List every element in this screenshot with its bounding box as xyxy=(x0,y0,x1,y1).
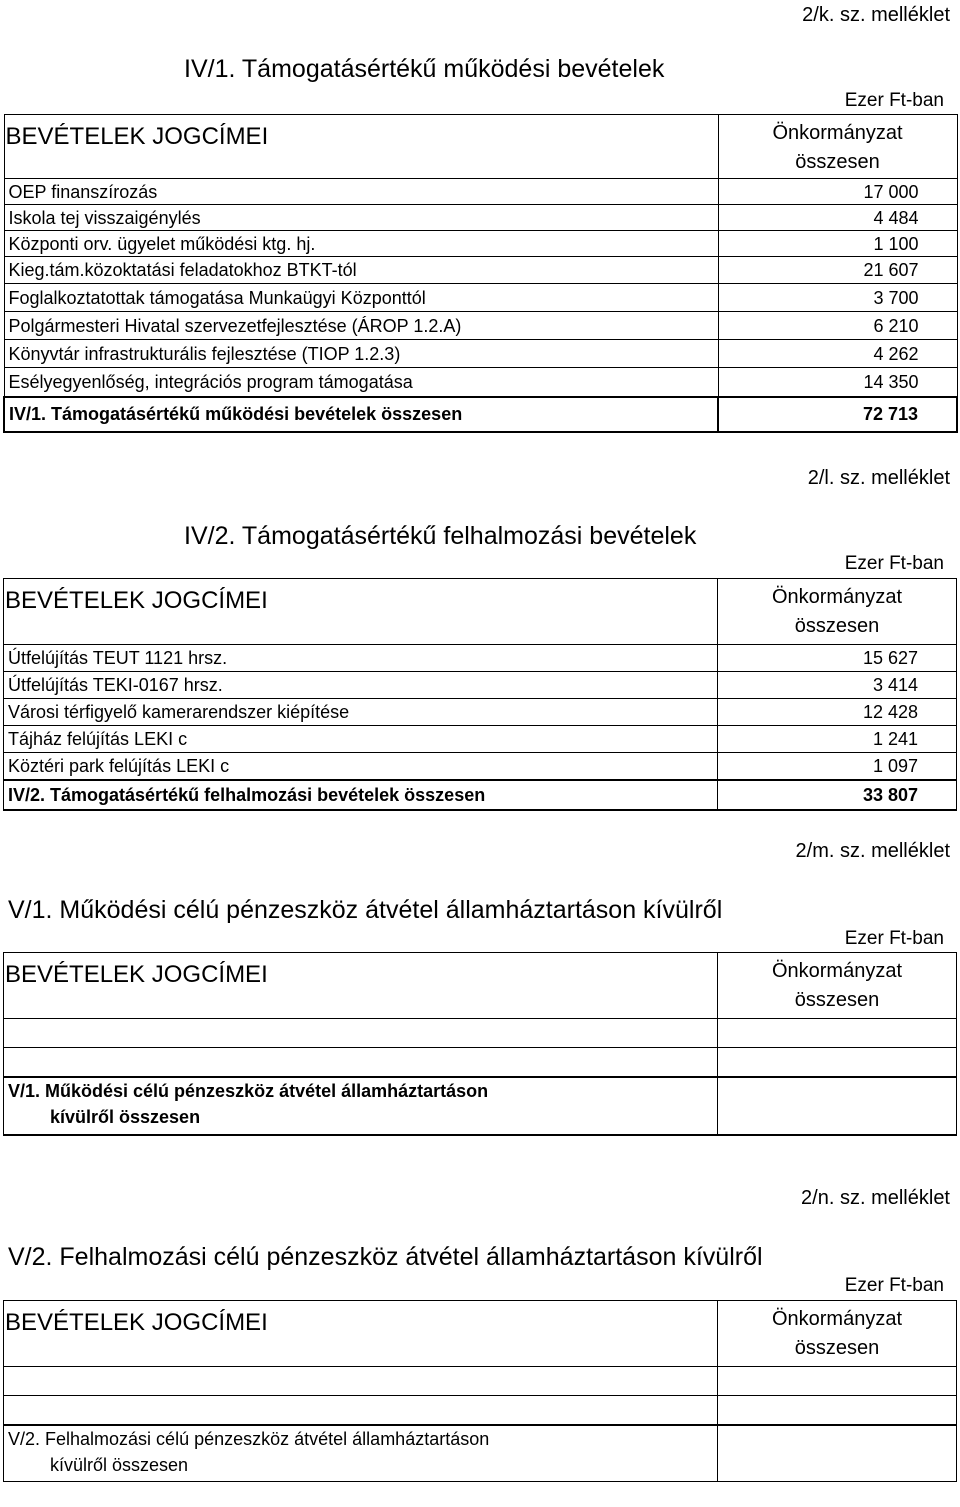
row-value xyxy=(718,1019,957,1048)
total-value xyxy=(718,1425,957,1481)
table-row xyxy=(4,231,957,257)
revenue-table xyxy=(3,578,957,811)
row-value: 3 414 xyxy=(718,672,957,699)
total-label: IV/2. Támogatásértékű felhalmozási bevételek összesen xyxy=(4,780,718,810)
unit-label: Ezer Ft-ban xyxy=(844,1275,944,1296)
annex-label: 2/k. sz. melléklet xyxy=(802,4,950,26)
total-value: 33 807 xyxy=(718,780,957,810)
table-row xyxy=(4,312,957,340)
total-value xyxy=(718,1077,957,1135)
col-header-amount: Önkormányzat összesen xyxy=(718,115,957,179)
total-label: IV/1. Támogatásértékű működési bevételek összesen xyxy=(4,397,718,432)
revenue-table xyxy=(3,952,957,1136)
table-row xyxy=(4,1367,957,1396)
row-label: Központi orv. ügyelet működési ktg. hj. xyxy=(4,231,718,257)
total-row xyxy=(4,1077,957,1135)
table-row xyxy=(4,726,957,753)
table-header-row xyxy=(4,115,957,179)
row-value xyxy=(718,1396,957,1426)
annex-label: 2/n. sz. melléklet xyxy=(801,1187,950,1209)
row-value: 21 607 xyxy=(718,257,957,284)
table-row xyxy=(4,284,957,312)
table-row xyxy=(4,179,957,205)
total-label: V/1. Működési célú pénzeszköz átvétel államháztartáson kívülről összesen xyxy=(4,1077,718,1135)
col-header-amount: Önkormányzat összesen xyxy=(718,579,957,645)
row-label: Könyvtár infrastrukturális fejlesztése (TIOP 1.2.3) xyxy=(4,340,718,368)
row-label xyxy=(4,1396,718,1426)
section-title: IV/2. Támogatásértékű felhalmozási bevételek xyxy=(184,522,697,550)
table-row xyxy=(4,645,957,672)
total-row xyxy=(4,780,957,810)
row-value: 15 627 xyxy=(718,645,957,672)
table-row xyxy=(4,672,957,699)
revenue-table xyxy=(3,1300,957,1482)
row-value: 1 241 xyxy=(718,726,957,753)
row-label: Köztéri park felújítás LEKI c xyxy=(4,753,718,780)
col-header-titles: BEVÉTELEK JOGCÍMEI xyxy=(4,579,718,645)
unit-label: Ezer Ft-ban xyxy=(844,553,944,574)
row-label: OEP finanszírozás xyxy=(4,179,718,205)
section-title: IV/1. Támogatásértékű működési bevételek xyxy=(184,55,665,83)
row-value: 14 350 xyxy=(718,368,957,397)
total-row xyxy=(4,397,957,432)
row-label: Tájház felújítás LEKI c xyxy=(4,726,718,753)
table-row xyxy=(4,1048,957,1078)
row-value xyxy=(718,1048,957,1078)
row-value: 4 484 xyxy=(718,205,957,231)
row-value: 3 700 xyxy=(718,284,957,312)
col-header-titles: BEVÉTELEK JOGCÍMEI xyxy=(4,1301,718,1367)
col-header-titles: BEVÉTELEK JOGCÍMEI xyxy=(4,115,718,179)
total-row xyxy=(4,1425,957,1481)
unit-label: Ezer Ft-ban xyxy=(844,928,944,949)
col-header-titles: BEVÉTELEK JOGCÍMEI xyxy=(4,953,718,1019)
row-label: Kieg.tám.közoktatási feladatokhoz BTKT-tól xyxy=(4,257,718,284)
table-row xyxy=(4,753,957,780)
row-value: 1 097 xyxy=(718,753,957,780)
section-title: V/1. Működési célú pénzeszköz átvétel államháztartáson kívülről xyxy=(8,896,723,924)
table-row xyxy=(4,205,957,231)
row-value: 1 100 xyxy=(718,231,957,257)
table-header-row xyxy=(4,1301,957,1367)
row-value: 17 000 xyxy=(718,179,957,205)
row-label xyxy=(4,1367,718,1396)
section-title: V/2. Felhalmozási célú pénzeszköz átvétel államháztartáson kívülről xyxy=(8,1243,763,1271)
col-header-amount: Önkormányzat összesen xyxy=(718,1301,957,1367)
row-label: Esélyegyenlőség, integrációs program támogatása xyxy=(4,368,718,397)
row-label: Polgármesteri Hivatal szervezetfejlesztése (ÁROP 1.2.A) xyxy=(4,312,718,340)
row-value: 12 428 xyxy=(718,699,957,726)
table-row xyxy=(4,1019,957,1048)
table-row xyxy=(4,699,957,726)
annex-label: 2/m. sz. melléklet xyxy=(795,840,950,862)
row-label: Foglalkoztatottak támogatása Munkaügyi Központtól xyxy=(4,284,718,312)
revenue-table xyxy=(3,114,958,433)
table-row xyxy=(4,257,957,284)
table-row xyxy=(4,1396,957,1426)
annex-label: 2/l. sz. melléklet xyxy=(807,467,950,489)
row-label xyxy=(4,1048,718,1078)
total-label: V/2. Felhalmozási célú pénzeszköz átvétel államháztartáson kívülről összesen xyxy=(4,1425,718,1481)
row-value: 4 262 xyxy=(718,340,957,368)
total-value: 72 713 xyxy=(718,397,957,432)
row-label: Útfelújítás TEUT 1121 hrsz. xyxy=(4,645,718,672)
table-header-row xyxy=(4,579,957,645)
row-label: Városi térfigyelő kamerarendszer kiépítése xyxy=(4,699,718,726)
row-value: 6 210 xyxy=(718,312,957,340)
unit-label: Ezer Ft-ban xyxy=(844,90,944,111)
table-row xyxy=(4,340,957,368)
row-label: Útfelújítás TEKI-0167 hrsz. xyxy=(4,672,718,699)
table-header-row xyxy=(4,953,957,1019)
table-row xyxy=(4,368,957,397)
row-value xyxy=(718,1367,957,1396)
row-label: Iskola tej visszaigénylés xyxy=(4,205,718,231)
row-label xyxy=(4,1019,718,1048)
col-header-amount: Önkormányzat összesen xyxy=(718,953,957,1019)
